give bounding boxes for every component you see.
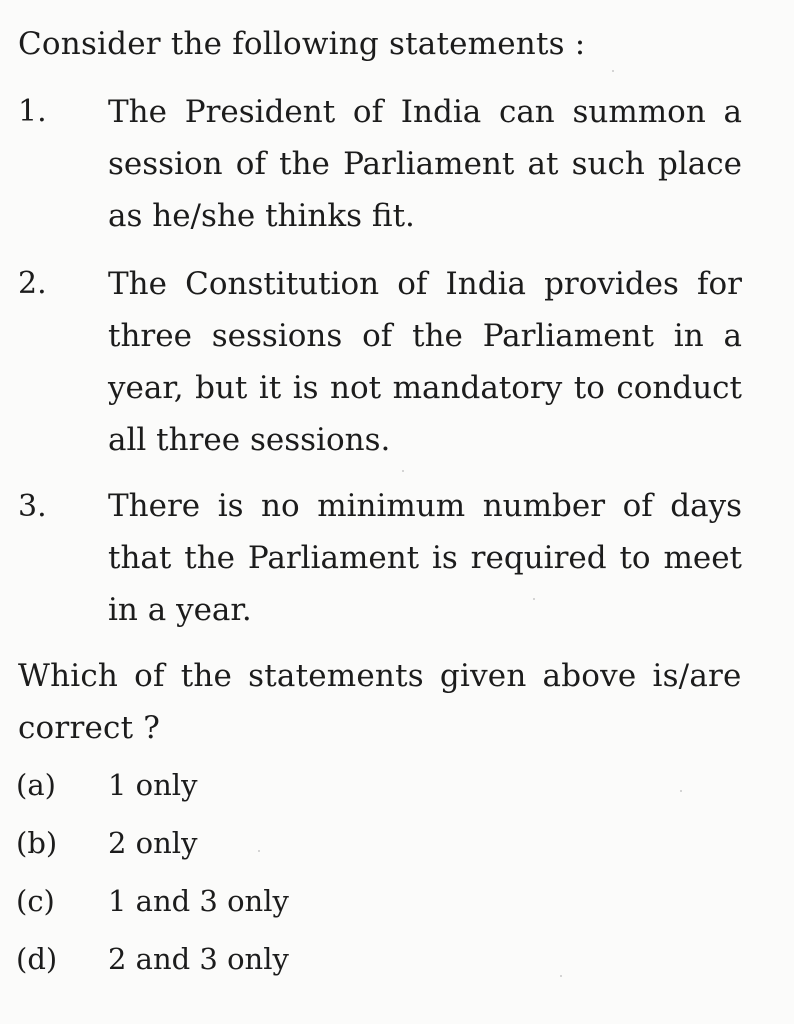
statement-1-text: The President of India can summon a session of the Parliament at such place as he/she thinks fit. <box>108 94 742 234</box>
option-c-label: (c) <box>16 884 55 918</box>
question-prompt-line-1 <box>18 656 742 696</box>
question-prompt-text: Which of the statements given above is/are <box>18 658 742 694</box>
question-prompt-line-2: correct ? <box>18 710 161 746</box>
scan-speck <box>402 470 404 472</box>
question-intro: Consider the following statements : <box>18 26 586 62</box>
option-a-label: (a) <box>16 768 56 802</box>
option-a-text: 1 only <box>108 768 198 802</box>
scan-speck <box>560 975 562 977</box>
scan-speck <box>533 598 535 600</box>
statement-2-text: The Constitution of India provides for three sessions of the Parliament in a year, but it is not mandatory to conduct all three sessions. <box>108 266 742 458</box>
option-d-text: 2 and 3 only <box>108 942 289 976</box>
scan-speck <box>612 70 614 72</box>
scan-speck <box>680 790 682 792</box>
option-d-label: (d) <box>16 942 58 976</box>
option-c-text: 1 and 3 only <box>108 884 289 918</box>
statement-1-number: 1. <box>18 94 47 129</box>
statement-3-text: There is no minimum number of days that the Parliament is required to meet in a year. <box>108 488 742 628</box>
option-b-text: 2 only <box>108 826 198 860</box>
statement-3-number: 3. <box>18 489 47 524</box>
option-b-label: (b) <box>16 826 58 860</box>
scan-speck <box>258 850 260 852</box>
statement-2-number: 2. <box>18 266 47 301</box>
